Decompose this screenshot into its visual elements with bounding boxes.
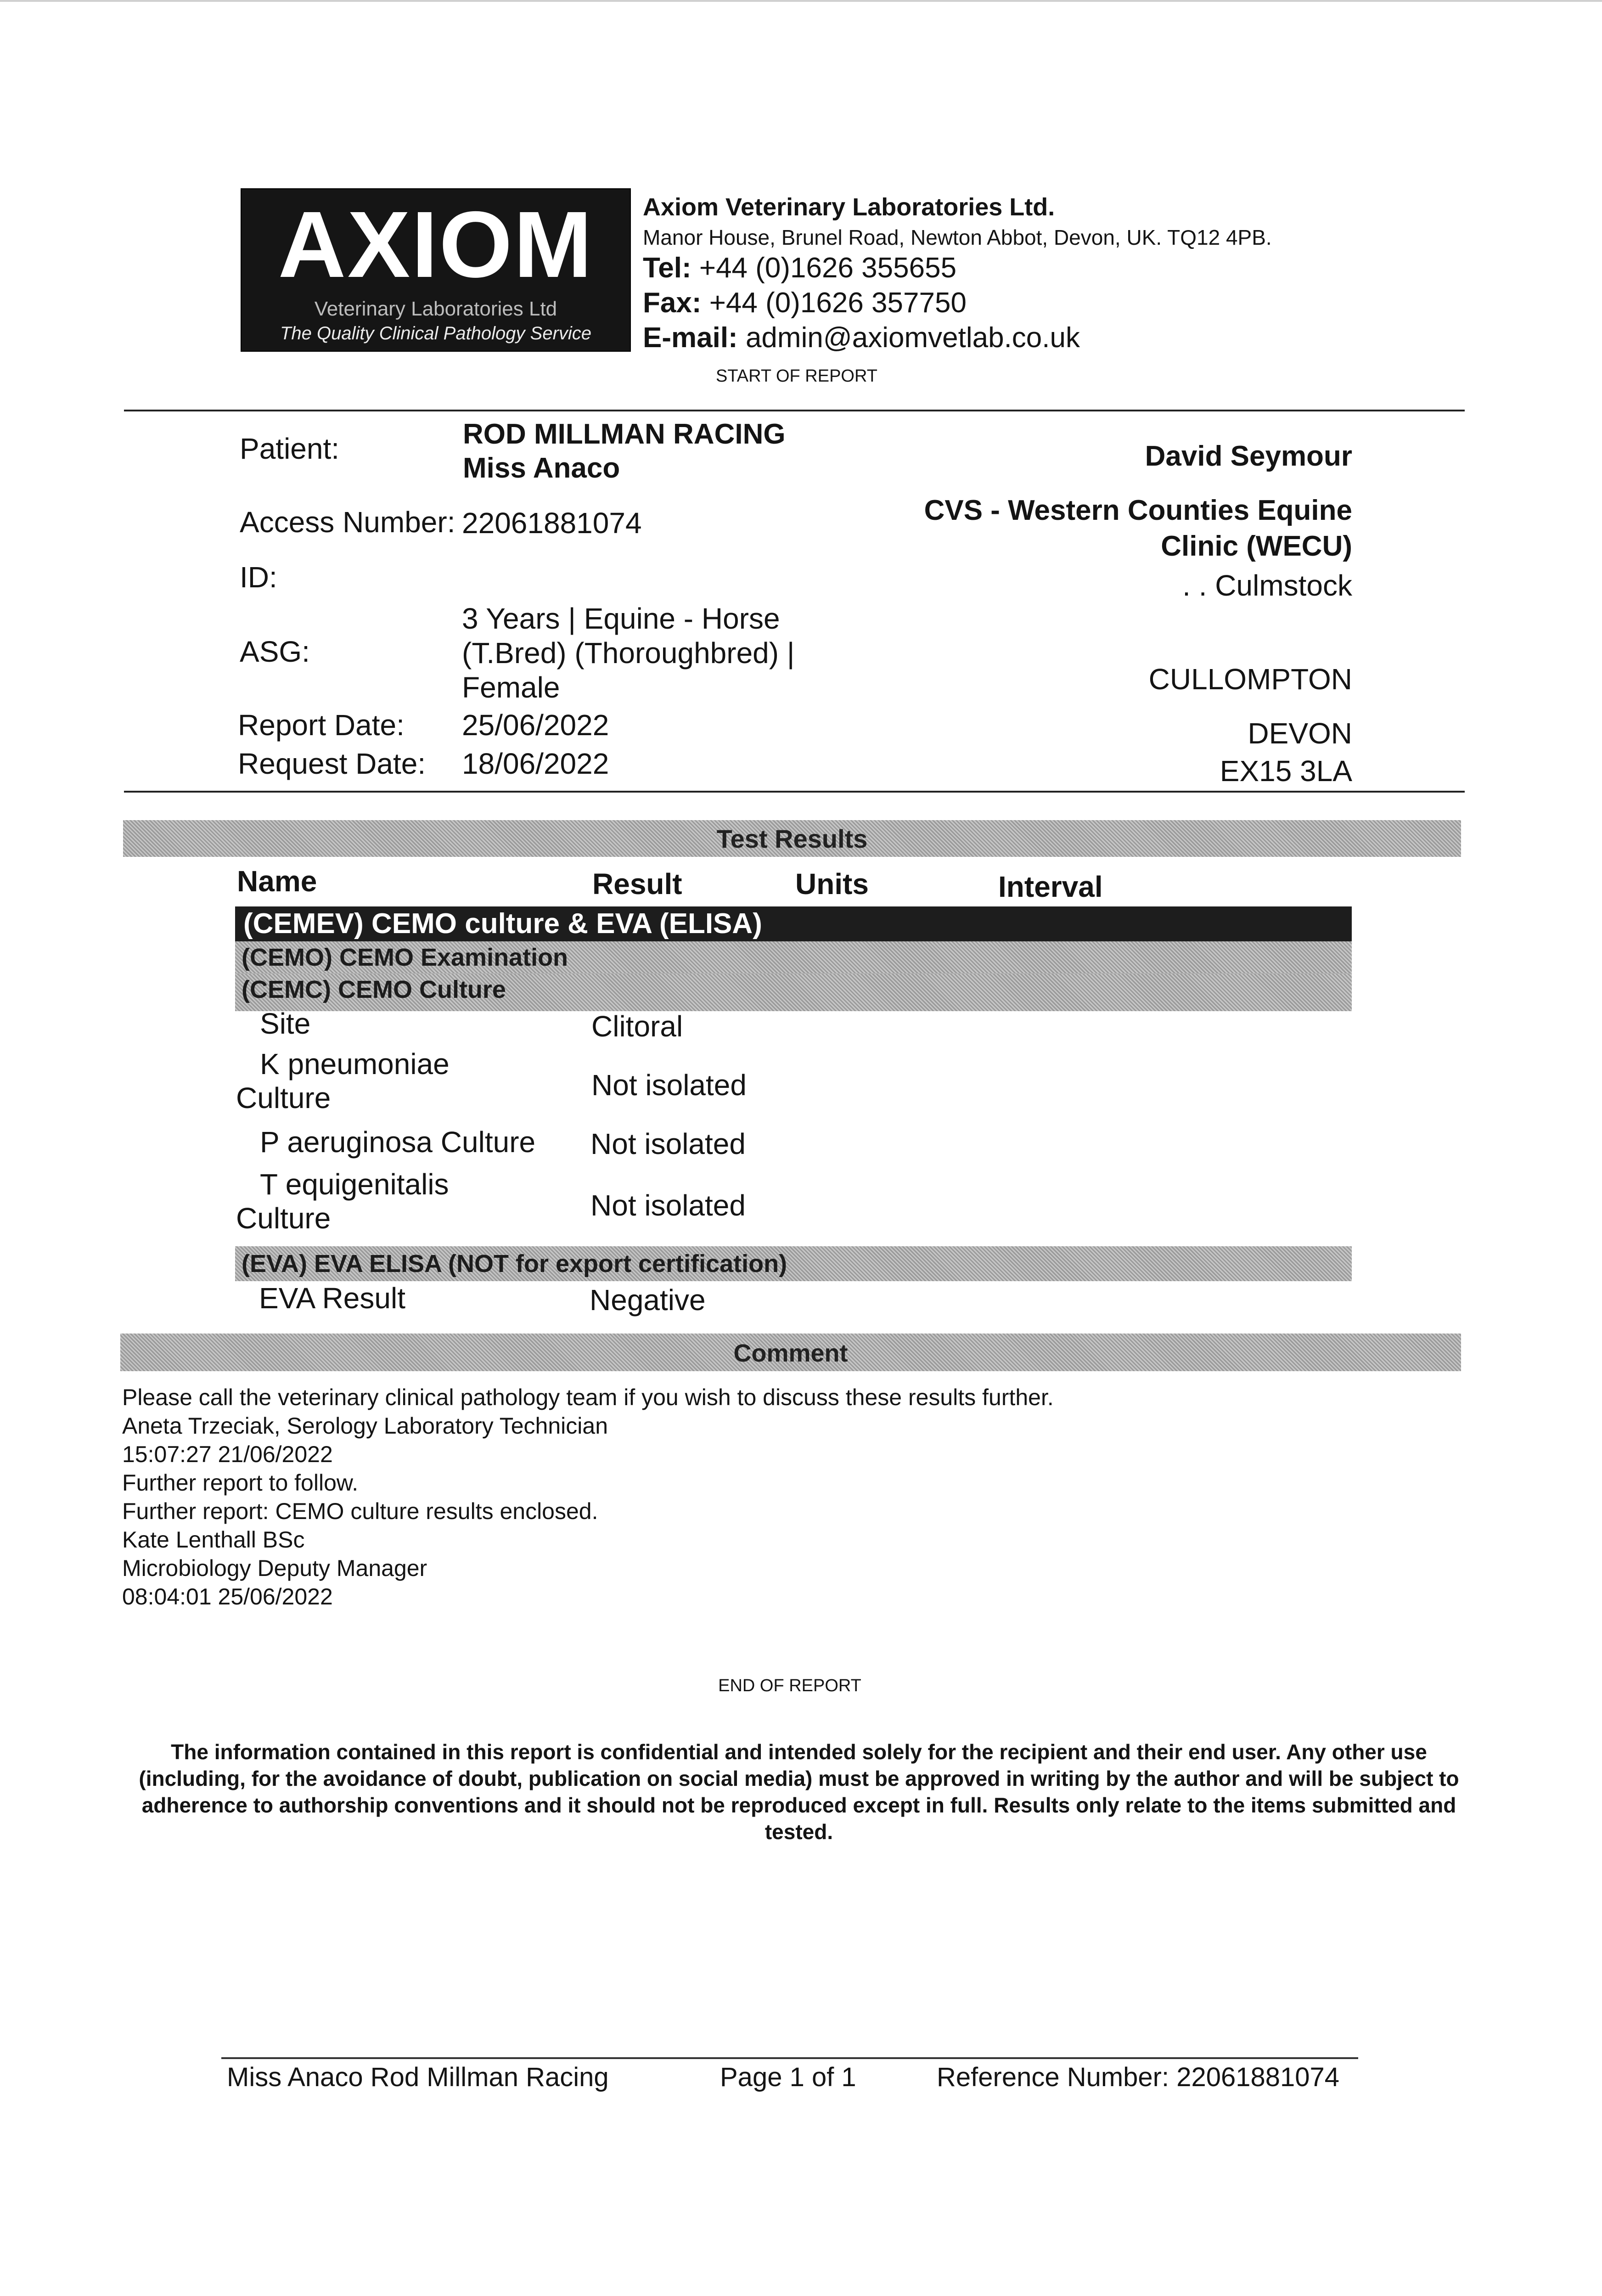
comment-text (122, 1383, 1054, 1611)
footer-rule (221, 2057, 1358, 2059)
eva-elisa-row (235, 1246, 1352, 1281)
col-result: Result (592, 867, 682, 900)
clinic-county: DEVON (1248, 717, 1352, 750)
row-kpneumoniae-result: Not isolated (591, 1069, 747, 1102)
lab-email (643, 321, 1080, 354)
footer-patient: Miss Anaco Rod Millman Racing (227, 2062, 609, 2092)
eva-elisa-title: (EVA) EVA ELISA (NOT for export certification) (242, 1250, 787, 1277)
clinic-line-2: Clinic (WECU) (1161, 530, 1352, 562)
report-date-label: Report Date: (238, 709, 405, 742)
fax-value: +44 (0)1626 357750 (709, 287, 967, 319)
test-group-title: (CEMEV) CEMO culture & EVA (ELISA) (243, 908, 762, 940)
axiom-logo (241, 188, 631, 352)
fax-label: Fax: (643, 287, 702, 319)
cemo-culture-row (235, 974, 1352, 1011)
cemo-culture-title: (CEMC) CEMO Culture (242, 976, 506, 1003)
lab-name: Axiom Veterinary Laboratories Ltd. (643, 193, 1055, 221)
comment-line: Kate Lenthall BSc (122, 1527, 305, 1553)
comment-line: Please call the veterinary clinical pathology team if you wish to discuss these results further. (122, 1384, 1054, 1410)
col-interval: Interval (998, 870, 1103, 903)
request-date: 18/06/2022 (462, 747, 609, 780)
patient-name: Miss Anaco (463, 452, 620, 484)
comment-line: Further report to follow. (122, 1470, 359, 1496)
test-group-header (235, 906, 1352, 941)
tel-label: Tel: (643, 252, 691, 284)
request-date-label: Request Date: (238, 747, 426, 780)
comment-line: Further report: CEMO culture results enclosed. (122, 1498, 598, 1524)
asg-label: ASG: (240, 635, 310, 668)
comment-bar (120, 1334, 1461, 1371)
row-site-name: Site (260, 1007, 311, 1040)
logo-word: AXIOM (278, 192, 594, 297)
cemo-examination-title: (CEMO) CEMO Examination (242, 944, 568, 971)
footer-reference-number: Reference Number: 22061881074 (937, 2062, 1340, 2092)
row-site-result: Clitoral (591, 1010, 683, 1043)
cemo-examination-row (235, 941, 1352, 974)
end-of-report: END OF REPORT (718, 1676, 861, 1695)
vet-name: David Seymour (1145, 440, 1352, 472)
patient-bottom-rule (124, 791, 1465, 793)
col-units: Units (795, 867, 869, 900)
row-tequigenitalis-name: T equigenitalis (260, 1168, 449, 1201)
id-label: ID: (240, 561, 277, 594)
lab-fax (643, 287, 967, 319)
row-kpneumoniae-name-2: Culture (236, 1081, 331, 1114)
row-paeruginosa-result: Not isolated (590, 1127, 746, 1160)
clinic-town: CULLOMPTON (1148, 663, 1352, 696)
confidentiality-disclaimer: The information contained in this report is confidential and intended solely for the recipient and their end user. Any other use (including, for the avoidance of doubt, publication on social media) must be approved in writing by the author and will be subject to adherence to authorship conventions and it should not be reproduced except in full. Results only relate to the items submitted and tested. (139, 1740, 1459, 1844)
lab-tel (643, 252, 956, 284)
report-date: 25/06/2022 (462, 709, 609, 742)
access-number: 22061881074 (462, 506, 642, 540)
email-value: admin@axiomvetlab.co.uk (745, 322, 1080, 354)
comment-line: 08:04:01 25/06/2022 (122, 1584, 333, 1609)
clinic-line-1: CVS - Western Counties Equine (924, 495, 1352, 526)
row-eva-result: Negative (590, 1283, 706, 1317)
asg-line-2: (T.Bred) (Thoroughbred) | (462, 636, 795, 670)
comment-line: Microbiology Deputy Manager (122, 1555, 427, 1581)
test-results-title: Test Results (716, 824, 868, 853)
logo-subtitle: Veterinary Laboratories Ltd (314, 298, 557, 320)
row-tequigenitalis-result: Not isolated (590, 1189, 746, 1222)
patient-top-rule (124, 410, 1465, 411)
test-results-bar (123, 820, 1461, 857)
row-kpneumoniae-name: K pneumoniae (260, 1047, 450, 1080)
access-number-label: Access Number: (240, 506, 455, 539)
scan-top-edge (0, 0, 1602, 2)
clinic-branch: . . Culmstock (1182, 569, 1352, 602)
start-of-report: START OF REPORT (716, 366, 877, 386)
comment-line: Aneta Trzeciak, Serology Laboratory Technician (122, 1413, 608, 1439)
row-paeruginosa-name: P aeruginosa Culture (260, 1125, 536, 1159)
logo-tagline: The Quality Clinical Pathology Service (280, 323, 592, 343)
tel-value: +44 (0)1626 355655 (699, 252, 957, 284)
footer-page-number: Page 1 of 1 (720, 2062, 856, 2092)
comment-line: 15:07:27 21/06/2022 (122, 1441, 333, 1467)
col-name: Name (237, 865, 317, 898)
clinic-postcode: EX15 3LA (1220, 754, 1352, 788)
row-eva-name: EVA Result (259, 1282, 405, 1315)
email-label: E-mail: (643, 322, 738, 354)
asg-line-1: 3 Years | Equine - Horse (462, 602, 780, 635)
asg-line-3: Female (462, 671, 560, 704)
row-tequigenitalis-name-2: Culture (236, 1202, 331, 1235)
lab-address: Manor House, Brunel Road, Newton Abbot, Devon, UK. TQ12 4PB. (643, 225, 1272, 249)
patient-owner: ROD MILLMAN RACING (463, 418, 786, 450)
patient-label: Patient: (240, 432, 340, 465)
comment-title: Comment (733, 1339, 848, 1367)
